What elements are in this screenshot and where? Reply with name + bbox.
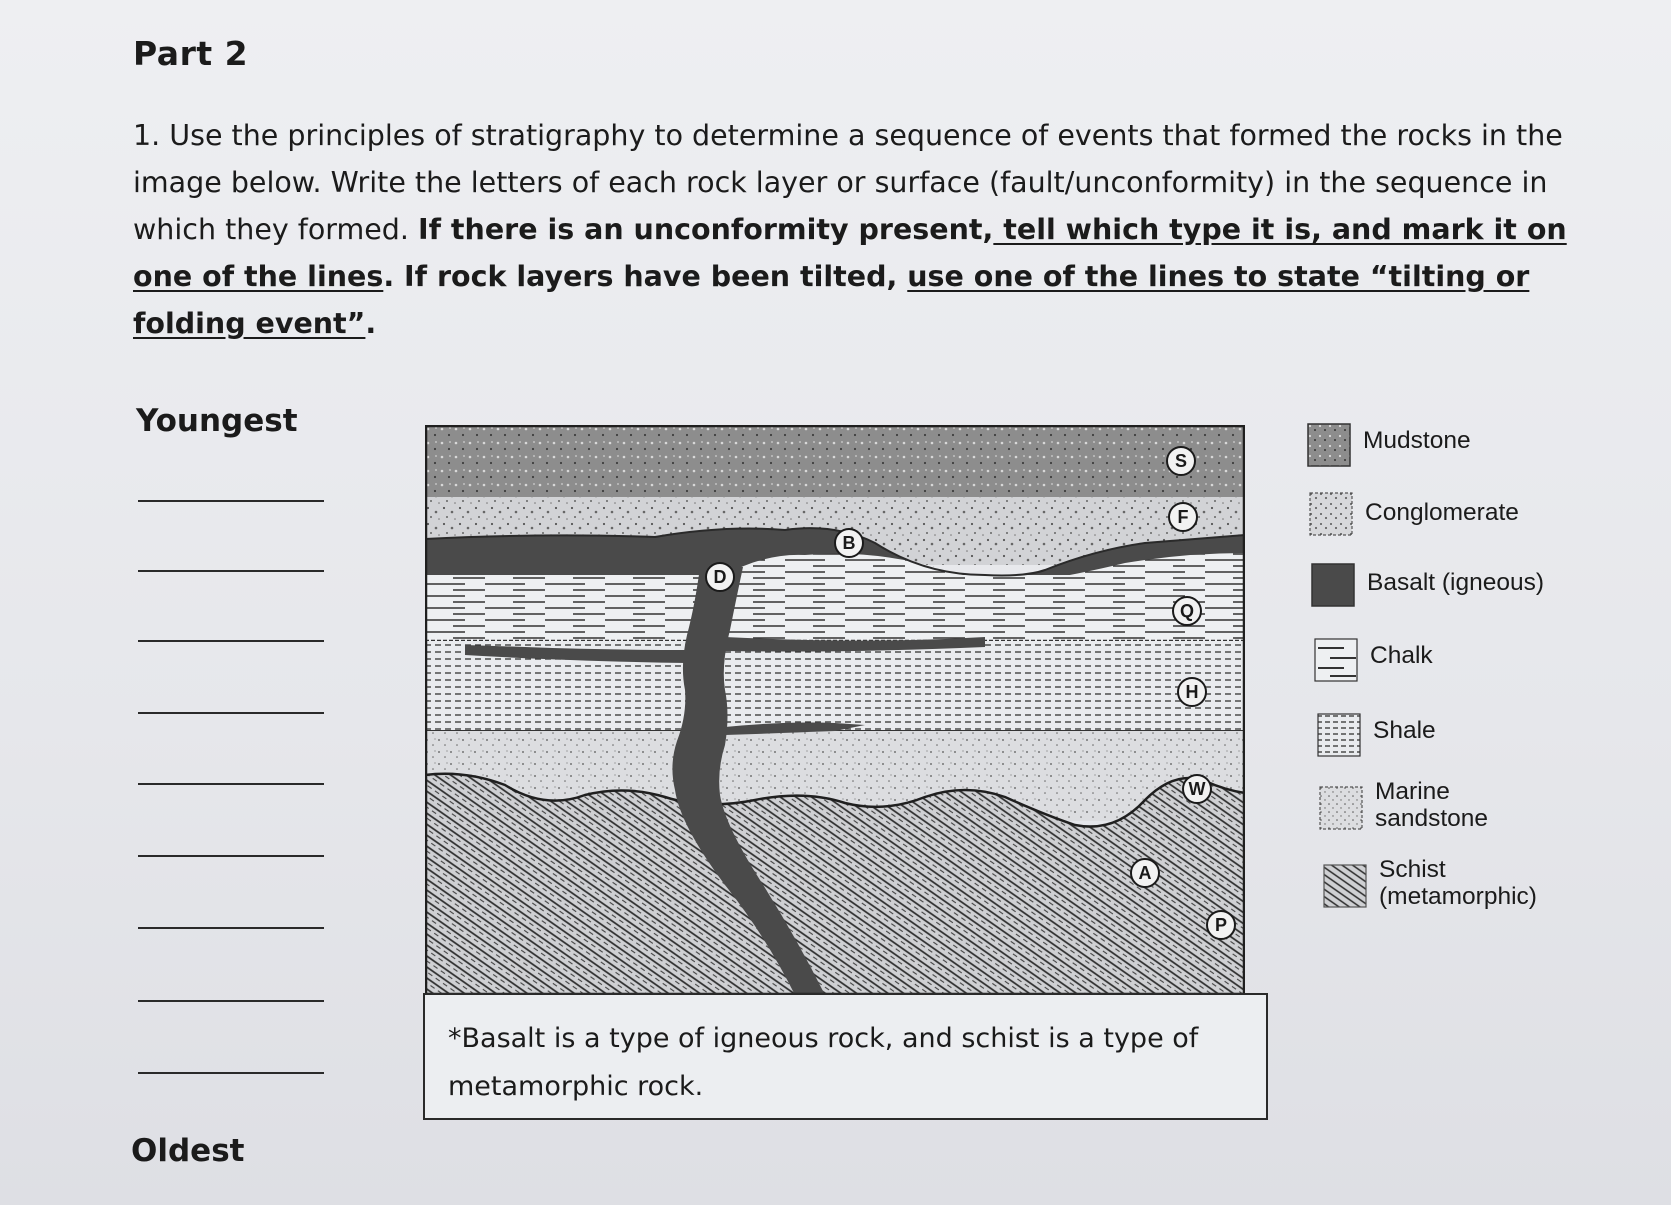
mudstone-swatch bbox=[1307, 423, 1351, 467]
label-B bbox=[835, 529, 863, 557]
sandstone-swatch bbox=[1319, 786, 1363, 830]
svg-text:H: H bbox=[1185, 682, 1199, 702]
oldest-label: Oldest bbox=[131, 1133, 245, 1169]
label-F bbox=[1169, 503, 1197, 531]
label-W bbox=[1183, 775, 1211, 803]
legend-label-marine-sandstone: Marine sandstone bbox=[1375, 778, 1489, 832]
answer-blank-8[interactable] bbox=[138, 1000, 324, 1002]
label-H bbox=[1178, 678, 1206, 706]
label-P bbox=[1207, 911, 1235, 939]
legend-label-basalt: Basalt (igneous) bbox=[1367, 569, 1545, 596]
legend-label-mudstone: Mudstone bbox=[1363, 427, 1471, 454]
svg-text:W: W bbox=[1188, 779, 1206, 799]
answer-blank-1[interactable] bbox=[138, 500, 324, 502]
svg-text:F: F bbox=[1177, 507, 1189, 527]
legend-label-schist: Schist (metamorphic) bbox=[1379, 856, 1537, 910]
layer-S-mudstone bbox=[425, 425, 1245, 497]
question-bold-2: . If rock layers have been tilted, bbox=[383, 260, 908, 293]
svg-text:Q: Q bbox=[1179, 601, 1195, 621]
diagram-caption-box bbox=[423, 993, 1268, 1120]
legend-label-chalk: Chalk bbox=[1370, 642, 1433, 669]
answer-blank-3[interactable] bbox=[138, 640, 324, 642]
answer-blank-4[interactable] bbox=[138, 712, 324, 714]
svg-text:D: D bbox=[713, 567, 727, 587]
svg-text:A: A bbox=[1138, 863, 1152, 883]
schist-swatch bbox=[1323, 864, 1367, 908]
basalt-swatch bbox=[1311, 563, 1355, 607]
answer-blank-2[interactable] bbox=[138, 570, 324, 572]
answer-blank-6[interactable] bbox=[138, 855, 324, 857]
question-intro: 1. Use the principles of stratigraphy to determine a sequence of events that formed the rocks in the image below. Write the letters of each rock layer or surface (fault/unconformity) in the sequence in which they formed. bbox=[133, 119, 1563, 246]
diagram-caption: *Basalt is a type of igneous rock, and schist is a type of metamorphic rock. bbox=[448, 1023, 1199, 1102]
question-underlined-1: tell which type it is, and mark it on one of the lines bbox=[133, 213, 1567, 293]
stratigraphy-diagram bbox=[425, 425, 1245, 995]
legend-label-conglomerate: Conglomerate bbox=[1365, 499, 1519, 526]
question-bold-1: If there is an unconformity present, bbox=[417, 213, 994, 246]
question-text bbox=[133, 112, 1573, 347]
svg-text:S: S bbox=[1174, 451, 1188, 471]
answer-blank-5[interactable] bbox=[138, 783, 324, 785]
chalk-swatch bbox=[1314, 638, 1358, 682]
youngest-label: Youngest bbox=[136, 403, 298, 439]
legend-label-shale: Shale bbox=[1373, 717, 1436, 744]
label-A bbox=[1131, 859, 1159, 887]
label-D bbox=[706, 563, 734, 591]
answer-blank-7[interactable] bbox=[138, 927, 324, 929]
answer-blank-9[interactable] bbox=[138, 1072, 324, 1074]
svg-text:B: B bbox=[842, 533, 856, 553]
label-S bbox=[1167, 447, 1195, 475]
question-end: . bbox=[365, 307, 377, 340]
svg-text:P: P bbox=[1214, 915, 1228, 935]
label-Q bbox=[1173, 597, 1201, 625]
shale-swatch bbox=[1317, 713, 1361, 757]
question-underlined-2: use one of the lines to state “tilting or folding event” bbox=[133, 260, 1530, 340]
layer-Q-chalk bbox=[425, 575, 1245, 641]
part-title: Part 2 bbox=[133, 34, 249, 73]
conglomerate-swatch bbox=[1309, 492, 1353, 536]
